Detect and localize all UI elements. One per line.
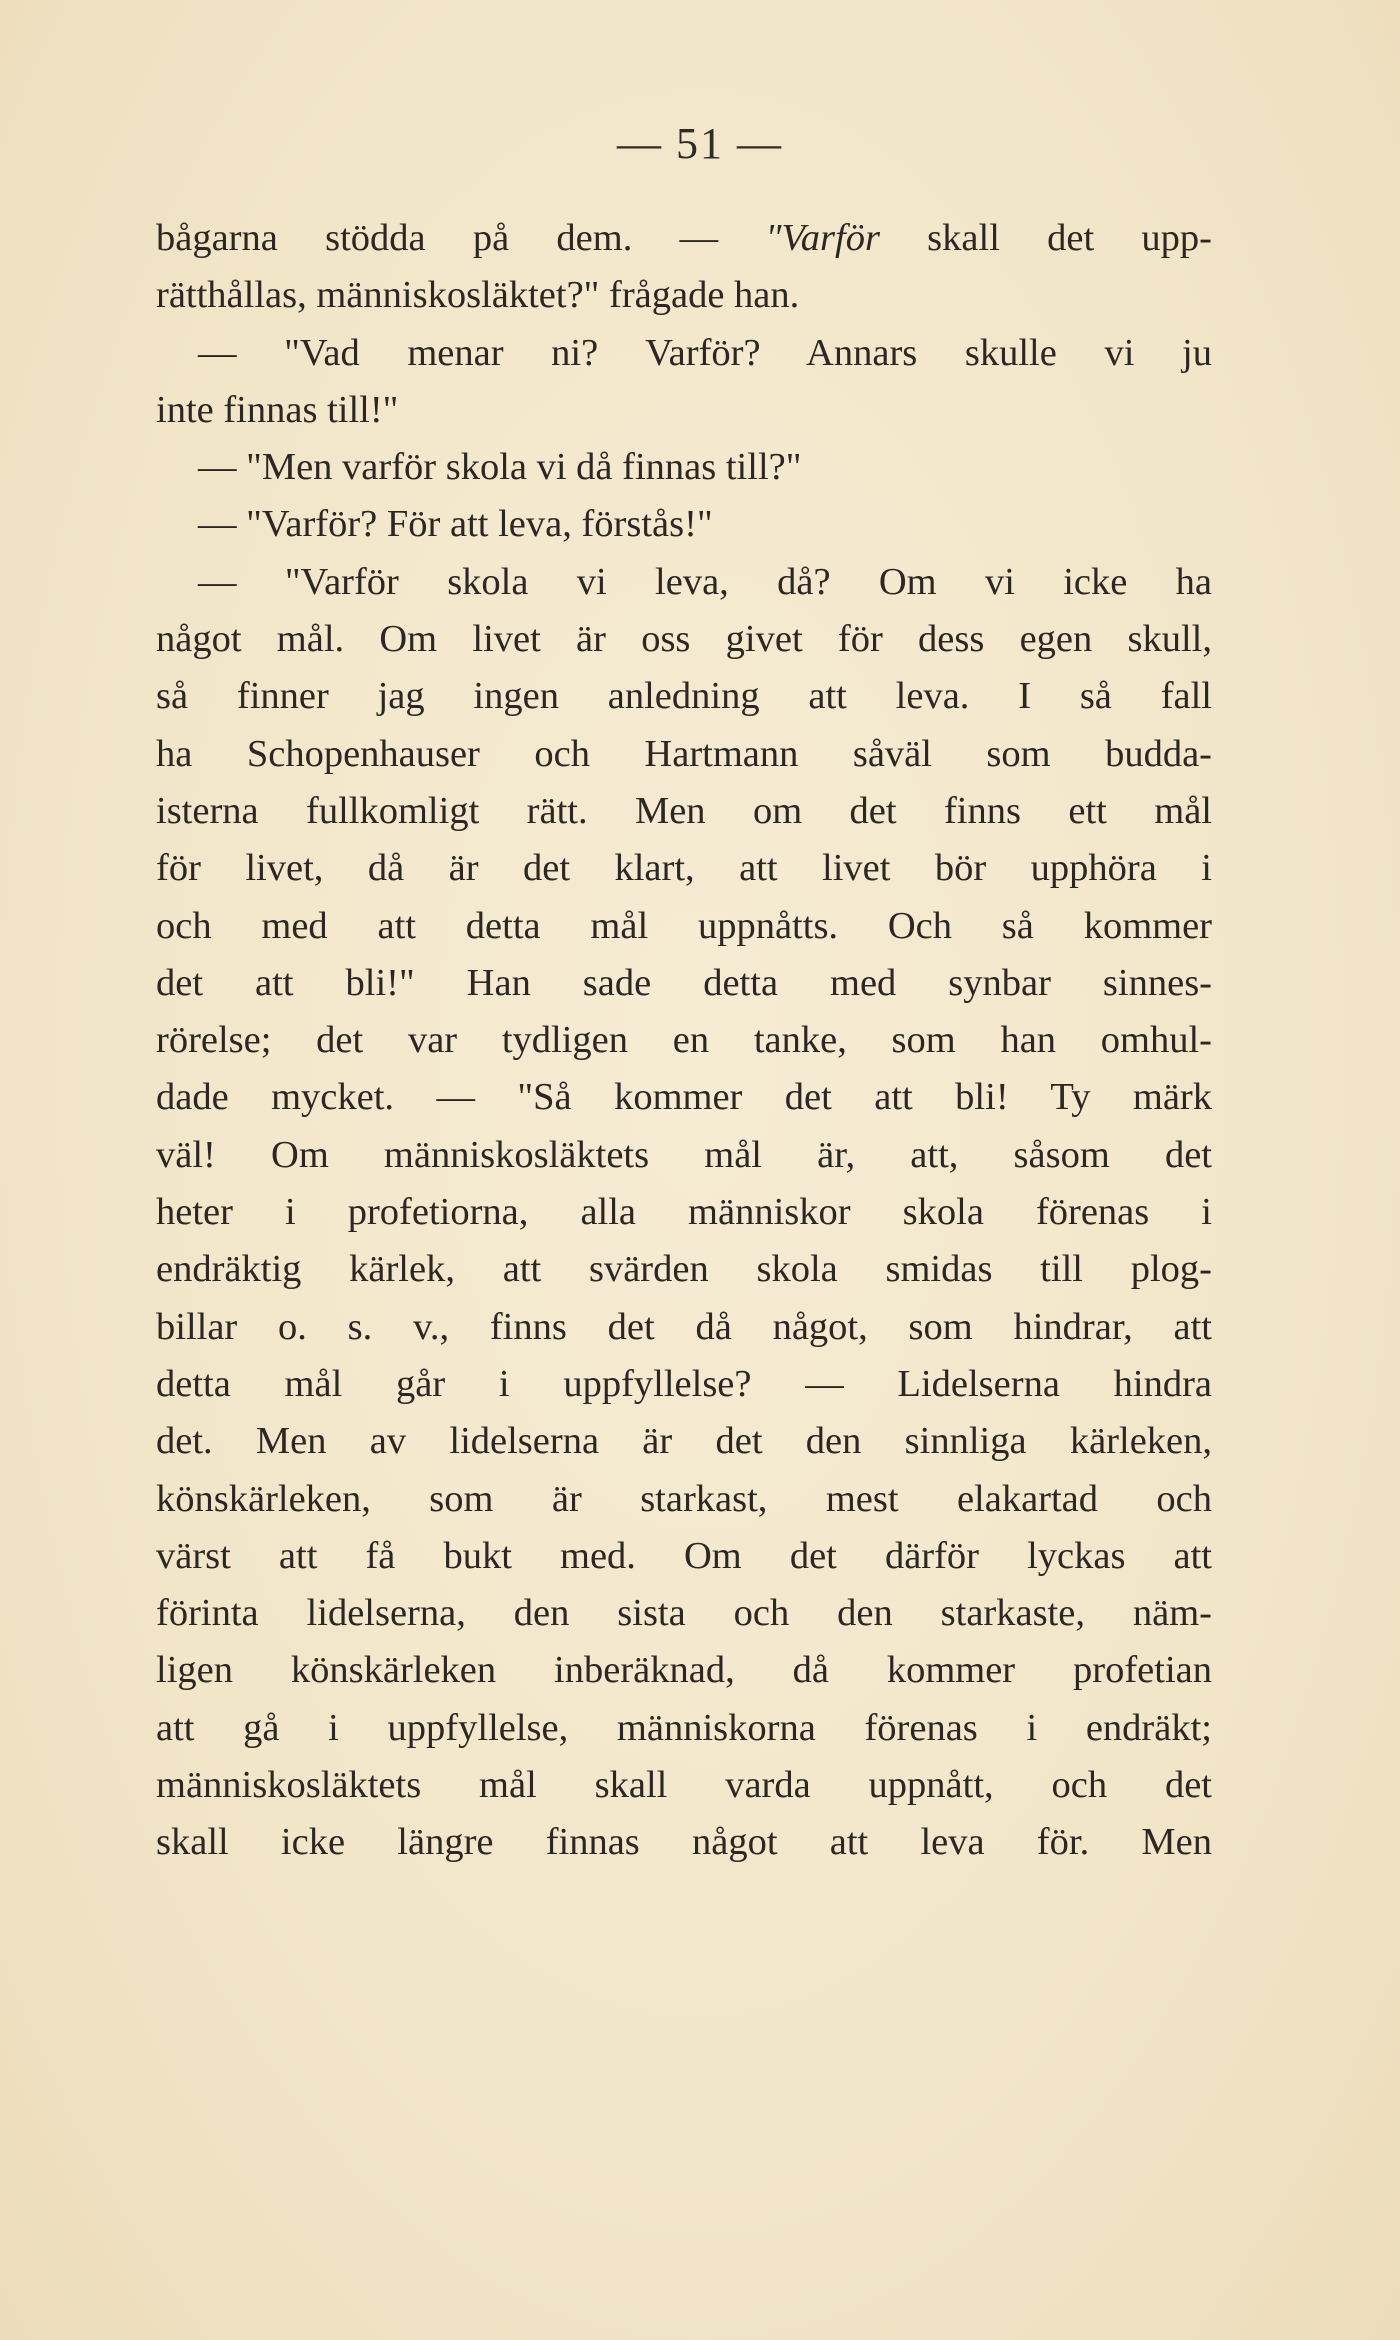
text-run: det att bli!" Han sade detta med synbar sinnes- <box>156 961 1212 1004</box>
text-run: billar o. s. v., finns det då något, som hindrar, att <box>156 1305 1212 1348</box>
text-line <box>156 382 1212 439</box>
text-line <box>156 1642 1212 1699</box>
text-line <box>156 1241 1212 1298</box>
text-line <box>156 1814 1212 1871</box>
text-line <box>156 1471 1212 1528</box>
text-line <box>156 439 1212 496</box>
text-line <box>156 1127 1212 1184</box>
text-line <box>156 1012 1212 1069</box>
page-number: — 51 — <box>617 119 783 168</box>
text-run: — "Varför skola vi leva, då? Om vi icke ha <box>198 560 1212 603</box>
text-line <box>156 668 1212 725</box>
text-run: väl! Om människosläktets mål är, att, såsom det <box>156 1133 1212 1176</box>
text-run: dade mycket. — "Så kommer det att bli! Ty märk <box>156 1076 1212 1119</box>
text-run: människosläktets mål skall varda uppnått, och det <box>156 1764 1212 1807</box>
text-line <box>156 1585 1212 1642</box>
text-run: heter i profetiorna, alla människor skola förenas i <box>156 1191 1212 1234</box>
text-line <box>156 898 1212 955</box>
italic-text-run: "Varför <box>765 217 880 259</box>
text-run: så finner jag ingen anledning att leva. I så fall <box>156 675 1212 718</box>
text-run: inte finnas till!" <box>156 388 399 431</box>
text-line <box>156 1299 1212 1356</box>
text-run: detta mål går i uppfyllelse? — Lidelserna hindra <box>156 1362 1212 1405</box>
text-run: ha Schopenhauser och Hartmann såväl som budda- <box>156 732 1212 775</box>
text-run: att gå i uppfyllelse, människorna förenas i endräkt; <box>156 1706 1212 1749</box>
text-run: värst att få bukt med. Om det därför lyckas att <box>156 1534 1212 1577</box>
text-line <box>156 1413 1212 1470</box>
text-run: och med att detta mål uppnåtts. Och så kommer <box>156 904 1212 947</box>
text-line <box>156 1757 1212 1814</box>
text-run: rätthållas, människosläktet?" frågade han. <box>156 274 800 317</box>
text-line <box>156 554 1212 611</box>
text-run: — "Vad menar ni? Varför? Annars skulle vi ju <box>198 331 1212 374</box>
text-line <box>156 210 1212 267</box>
text-line <box>156 726 1212 783</box>
text-run: förinta lidelserna, den sista och den starkaste, näm- <box>156 1592 1212 1635</box>
text-run: rörelse; det var tydligen en tanke, som han omhul- <box>156 1019 1212 1062</box>
text-run: — "Men varför skola vi då finnas till?" <box>198 446 802 489</box>
text-line <box>156 955 1212 1012</box>
text-line <box>156 496 1212 553</box>
text-run: för livet, då är det klart, att livet bör upphöra i <box>156 847 1212 890</box>
text-run: det. Men av lidelserna är det den sinnliga kärleken, <box>156 1420 1212 1463</box>
text-line <box>156 1069 1212 1126</box>
text-run: isterna fullkomligt rätt. Men om det finns ett mål <box>156 789 1212 832</box>
text-run: könskärleken, som är starkast, mest elakartad och <box>156 1477 1212 1520</box>
text-run: — "Varför? För att leva, förstås!" <box>198 503 713 546</box>
body-text <box>156 210 1212 1872</box>
text-run: något mål. Om livet är oss givet för dess egen skull, <box>156 618 1212 661</box>
text-line <box>156 1700 1212 1757</box>
text-line <box>156 783 1212 840</box>
text-run: ligen könskärleken inberäknad, då kommer profetian <box>156 1649 1212 1692</box>
text-line <box>156 1184 1212 1241</box>
text-line <box>156 611 1212 668</box>
text-run: skall det upp- <box>879 217 1212 259</box>
text-run: endräktig kärlek, att svärden skola smidas till plog- <box>156 1248 1212 1291</box>
text-line <box>156 840 1212 897</box>
text-line <box>156 325 1212 382</box>
text-line <box>156 1356 1212 1413</box>
text-line <box>156 267 1212 324</box>
text-line <box>156 1528 1212 1585</box>
text-run: bågarna stödda på dem. — <box>156 217 766 259</box>
text-run: skall icke längre finnas något att leva för. Men <box>156 1821 1212 1864</box>
